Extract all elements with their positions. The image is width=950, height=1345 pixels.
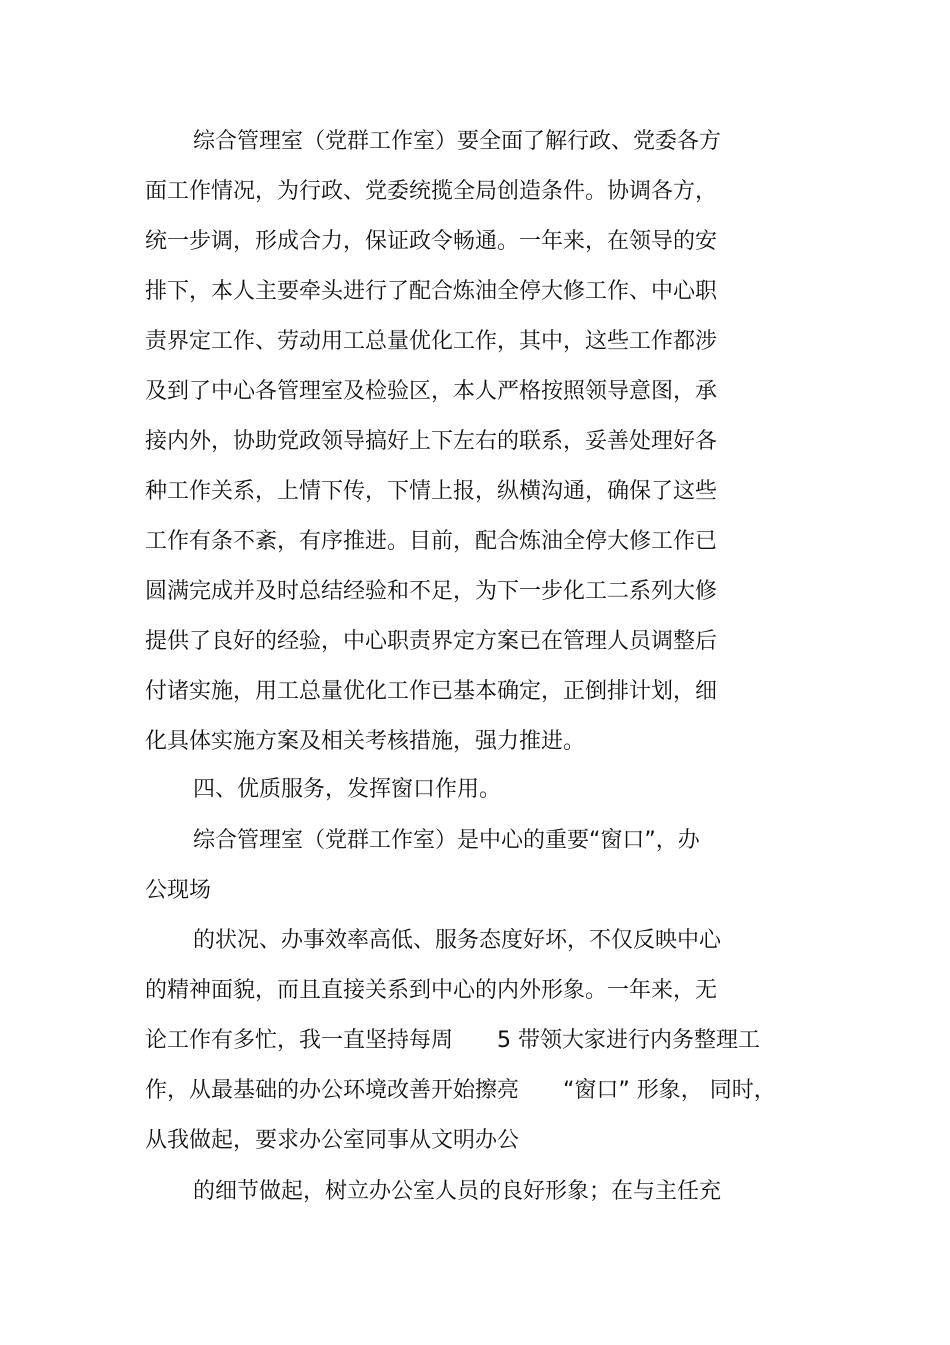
- paragraph-line: 作，从最基础的办公环境改善开始擦亮 “窗口” 形象， 同时，: [145, 1078, 776, 1103]
- paragraph-line: 及到了中心各管理室及检验区，本人严格按照领导意图，承: [145, 379, 718, 404]
- paragraph-line: 化具体实施方案及相关考核措施，强力推进。: [145, 729, 586, 754]
- paragraph-line: 论工作有多忙，我一直坚持每周 5 带领大家进行内务整理工: [145, 1028, 760, 1053]
- paragraph-line: 圆满完成并及时总结经验和不足，为下一步化工二系列大修: [145, 579, 718, 604]
- paragraph-line: 种工作关系，上情下传，下情上报，纵横沟通，确保了这些: [145, 479, 718, 504]
- paragraph-line: 工作有条不紊，有序推进。目前，配合炼油全停大修工作已: [145, 529, 718, 554]
- paragraph-line: 付诸实施，用工总量优化工作已基本确定，正倒排计划，细: [145, 679, 718, 704]
- paragraph-line: 从我做起，要求办公室同事从文明办公: [145, 1128, 520, 1153]
- paragraph-line: 综合管理室（党群工作室）是中心的重要“窗口”，办: [193, 828, 700, 853]
- paragraph-line: 综合管理室（党群工作室）要全面了解行政、党委各方: [193, 129, 722, 154]
- paragraph-line: 的细节做起，树立办公室人员的良好形象；在与主任充: [193, 1179, 722, 1204]
- paragraph-line: 统一步调，形成合力，保证政令畅通。一年来，在领导的安: [145, 229, 718, 254]
- paragraph-line: 的状况、办事效率高低、服务态度好坏，不仅反映中心: [193, 928, 722, 953]
- paragraph-line: 面工作情况，为行政、党委统揽全局创造条件。协调各方，: [145, 179, 718, 204]
- paragraph-line: 公现场: [145, 878, 212, 903]
- paragraph-line: 排下，本人主要牵头进行了配合炼油全停大修工作、中心职: [145, 279, 718, 304]
- paragraph-line: 的精神面貌，而且直接关系到中心的内外形象。一年来，无: [145, 978, 718, 1003]
- section-heading: 四、优质服务，发挥窗口作用。: [193, 777, 502, 802]
- paragraph-line: 提供了良好的经验，中心职责界定方案已在管理人员调整后: [145, 629, 718, 654]
- paragraph-line: 接内外，协助党政领导搞好上下左右的联系，妥善处理好各: [145, 429, 718, 454]
- paragraph-line: 责界定工作、劳动用工总量优化工作，其中，这些工作都涉: [145, 329, 718, 354]
